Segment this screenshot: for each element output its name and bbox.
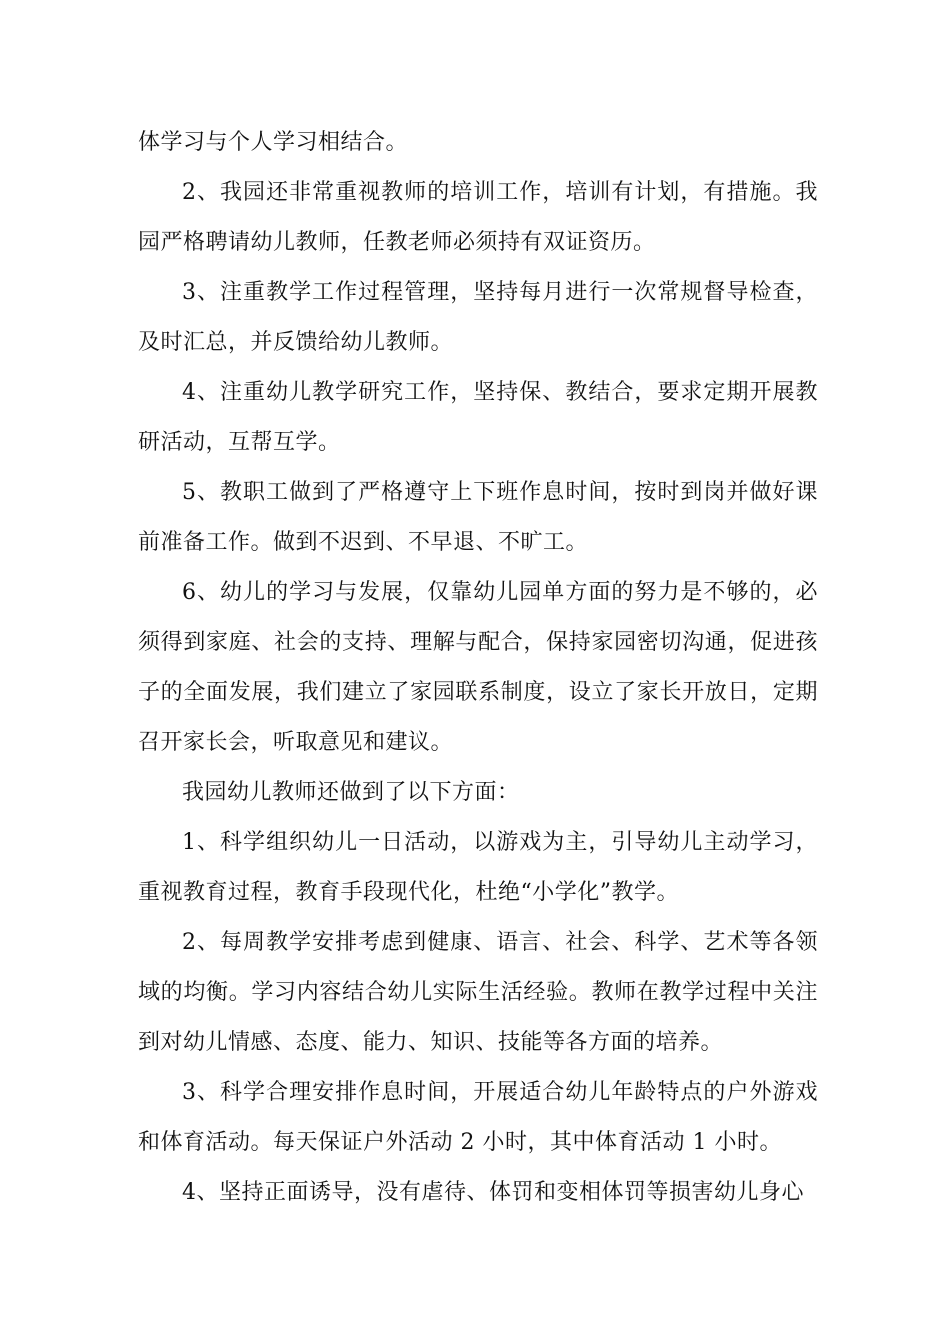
paragraph-item-2-weekly-plan: 2、每周教学安排考虑到健康、语言、社会、科学、艺术等各领域的均衡。学习内容结合幼儿实际生活经验。教师在教学过程中关注到对幼儿情感、态度、能力、知识、技能等各方面的培养。: [138, 930, 818, 1055]
paragraph-item-3-schedule: 3、科学合理安排作息时间，开展适合幼儿年龄特点的户外游戏和体育活动。每天保证户外活动 2 小时，其中体育活动 1 小时。: [138, 1080, 818, 1155]
paragraph-item-5-attendance: 5、教职工做到了严格遵守上下班作息时间，按时到岗并做好课前准备工作。做到不迟到、不早退、不旷工。: [138, 480, 818, 555]
paragraph-item-3-process-management: 3、注重教学工作过程管理，坚持每月进行一次常规督导检查，及时汇总，并反馈给幼儿教师。: [138, 280, 818, 355]
document-body: [138, 118, 818, 1218]
paragraph-item-4-guidance: 4、坚持正面诱导，没有虐待、体罚和变相体罚等损害幼儿身心: [182, 1180, 804, 1205]
paragraph-continuation: 体学习与个人学习相结合。: [138, 130, 409, 155]
paragraph-section-intro: 我园幼儿教师还做到了以下方面：: [182, 780, 520, 805]
paragraph-item-4-research: 4、注重幼儿教学研究工作，坚持保、教结合，要求定期开展教研活动，互帮互学。: [138, 380, 818, 455]
paragraph-item-2-training: 2、我园还非常重视教师的培训工作，培训有计划，有措施。我园严格聘请幼儿教师，任教老师必须持有双证资历。: [138, 180, 818, 255]
paragraph-item-6-family: 6、幼儿的学习与发展，仅靠幼儿园单方面的努力是不够的，必须得到家庭、社会的支持、理解与配合，保持家园密切沟通，促进孩子的全面发展，我们建立了家园联系制度，设立了家长开放日，定期召开家长会，听取意见和建议。: [138, 580, 818, 755]
paragraph-item-1-daily-activities: 1、科学组织幼儿一日活动，以游戏为主，引导幼儿主动学习，重视教育过程，教育手段现代化，杜绝“小学化”教学。: [138, 830, 818, 905]
